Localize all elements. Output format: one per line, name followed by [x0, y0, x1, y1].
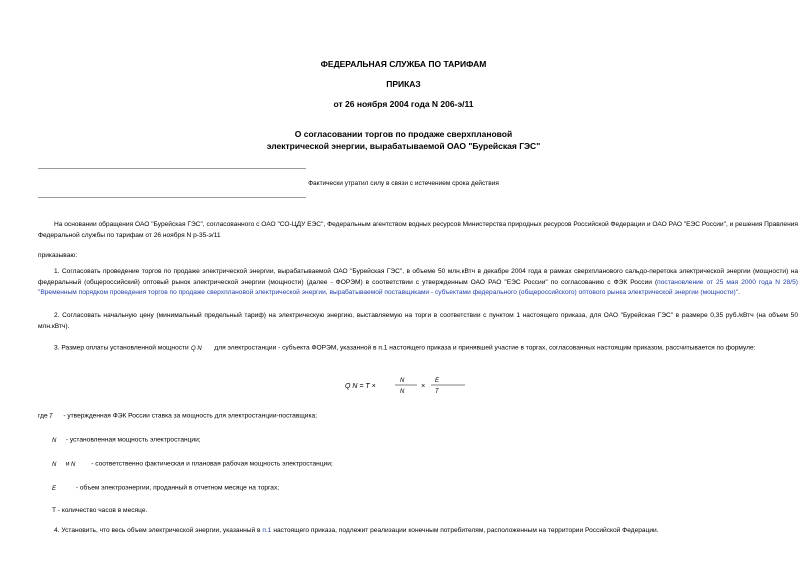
item-1 — [38, 267, 798, 299]
svg-text:N: N — [52, 462, 57, 468]
svg-text:×: × — [421, 383, 426, 390]
item1-text: 1. Согласовать проведение торгов по продаже электрической энергии, вырабатываемой ОАО "Бурейская ГЭС", в объеме 50 млн.кВтч в декабре 2004 года в рамках сверхпланового сальдо-перетока электрической энергии (мощности) на федеральный (общероссийский) оптовый рынок электрической энергии (мощности) (далее - ФОРЭМ) в соответствии с утвержденным ОАО РАО "ЕЭС России" по согласованию с ФЭК России ( — [38, 268, 798, 286]
formula-image — [191, 343, 213, 352]
item3-text-b: для электростанции - субъекта ФОРЭМ, указанной в п.1 настоящего приказа и принявшей участие в торгах, согласованных настоящим приказом, рассчитывается по формуле: — [214, 344, 756, 352]
svg-text:E: E — [435, 378, 440, 384]
svg-text:E: E — [52, 486, 57, 492]
doc-title-line1: О согласовании торгов по продаже сверхплановой — [294, 129, 513, 139]
def3-text: - соответственно фактическая и плановая рабочая мощность электростанции; — [91, 460, 333, 468]
svg-text:T: T — [435, 389, 439, 395]
where-word: где — [38, 412, 48, 420]
formula-image — [345, 374, 470, 400]
order-word: приказываю: — [38, 252, 78, 259]
def-1 — [38, 411, 798, 422]
doc-date-number: от 26 ноября 2004 года N 206-э/11 — [333, 99, 474, 109]
svg-text:N: N — [400, 378, 405, 384]
def-4 — [52, 483, 792, 494]
svg-text:Т: Т — [49, 414, 54, 420]
agency-title: ФЕДЕРАЛЬНАЯ СЛУЖБА ПО ТАРИФАМ — [320, 59, 487, 69]
formula-image — [52, 459, 64, 468]
svg-text:Q N = T ×: Q N = T × — [345, 383, 376, 390]
formula-image — [52, 435, 64, 444]
item1-link[interactable]: постановление от 25 мая 2000 года N 28/5) "Временным порядком проведения торгов по продаже сверхплановой электрической энергии, вырабатываемой поставщиками - субъектами федерального (общероссийского) оптового рынка электрической энергии (мощности)" — [38, 278, 799, 296]
item3-text-a: 3. Размер оплаты установленной мощности — [54, 344, 189, 352]
status-note: Фактически утратил силу в связи с истечением срока действия — [308, 180, 499, 187]
svg-text:N: N — [52, 438, 57, 444]
item1-end: . — [738, 289, 740, 296]
item-2: 2. Согласовать начальную цену (минимальный предельный тариф) на электрическую энергию, выставляемую на торги в соответствии с пунктом 1 настоящего приказа, для ОАО "Бурейская ГЭС" в размере 0,35 руб./кВтч (на объем 50 млн.кВтч). — [38, 312, 798, 330]
divider-top — [38, 168, 306, 169]
divider-bottom — [38, 197, 306, 198]
item4-text-b: настоящего приказа, подлежит реализации конечным потребителям, расположенным на территории Российской Федерации. — [273, 527, 659, 534]
formula-image — [49, 411, 61, 420]
def-2 — [52, 435, 792, 446]
svg-text:N: N — [400, 389, 405, 395]
item4-link[interactable]: п.1 — [262, 527, 272, 534]
item4-text-a: 4. Установить, что весь объем электрической энергии, указанный в — [54, 527, 261, 534]
doc-type: ПРИКАЗ — [386, 79, 421, 89]
doc-title-line2: электрической энергии, вырабатываемой ОАО "Бурейская ГЭС" — [266, 141, 541, 151]
svg-text:Q N: Q N — [190, 346, 202, 352]
def-5: Т - количество часов в месяце. — [52, 507, 148, 514]
formula-image — [52, 483, 74, 492]
def1-text: - утвержденная ФЭК России ставка за мощность для электростанции-поставщика; — [63, 412, 317, 420]
item-3 — [38, 343, 798, 354]
item-4 — [38, 526, 798, 537]
def2-text: - установленная мощность электростанции; — [65, 436, 201, 444]
def4-text: - объем электроэнергии, проданный в отчетном месяце на торгах; — [75, 484, 280, 492]
formula-image — [71, 459, 89, 468]
def3-and: и — [65, 460, 70, 468]
preamble: На основании обращения ОАО "Бурейская ГЭС", согласованного с ОАО "СО-ЦДУ ЕЭС", Федеральным агентством водных ресурсов Министерства природных ресурсов Российской Федерации и ОАО РАО "ЕЭС России", и решения Правления Федеральной службы по тарифам от 26 ноября N р-35-э/11 — [38, 221, 798, 239]
svg-text:N: N — [71, 462, 76, 468]
def-3 — [52, 459, 792, 470]
